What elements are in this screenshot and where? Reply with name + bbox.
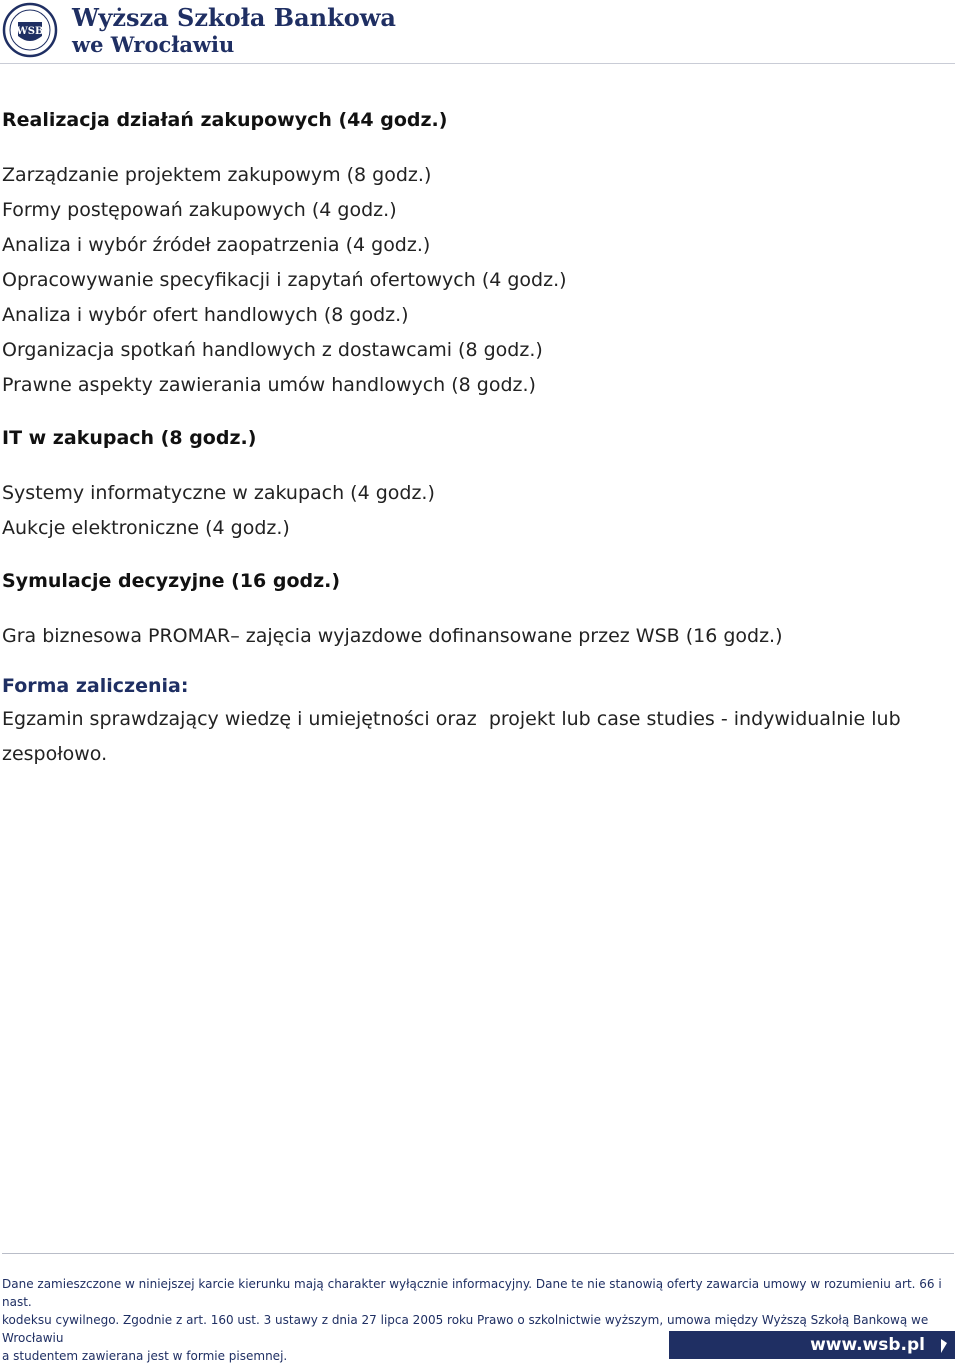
course-content	[2, 104, 952, 772]
section-heading: IT w zakupach (8 godz.)	[2, 427, 257, 449]
website-link[interactable]: www.wsb.pl	[810, 1335, 925, 1355]
footer-line: Dane zamieszczone w niniejszej karcie kierunku mają charakter wyłącznie informacyjny. Dane te nie stanowią oferty zawarcia umowy w rozumieniu art. 66 i nast.	[2, 1277, 942, 1309]
list-item: Gra biznesowa PROMAR– zajęcia wyjazdowe dofinansowane przez WSB (16 godz.)	[2, 625, 783, 647]
assessment-text-line2: zespołowo.	[2, 743, 108, 765]
school-name-line1: Wyższa Szkoła Bankowa	[72, 3, 396, 32]
footer-line: kodeksu cywilnego. Zgodnie z art. 160 ust. 3 ustawy z dnia 27 lipca 2005 roku Prawo o szkolnictwie wyższym, umowa między Wyższą Szkołą Bankową we Wrocławiu	[2, 1313, 929, 1345]
assessment-heading: Forma zaliczenia:	[2, 675, 189, 697]
wsb-seal-logo	[2, 2, 58, 58]
school-name-line2: we Wrocławiu	[72, 32, 235, 57]
svg-text:WSB: WSB	[16, 26, 44, 37]
cursor-arrow-icon	[941, 1339, 947, 1353]
section-heading: Realizacja działań zakupowych (44 godz.)	[2, 109, 448, 131]
header-divider	[0, 63, 955, 64]
list-item: Opracowywanie specyfikacji i zapytań ofertowych (4 godz.)	[2, 269, 567, 291]
list-item: Organizacja spotkań handlowych z dostawcami (8 godz.)	[2, 339, 543, 361]
list-item: Prawne aspekty zawierania umów handlowych (8 godz.)	[2, 374, 536, 396]
footer-line: a studentem zawierana jest w formie pisemnej.	[2, 1349, 288, 1363]
page-header	[0, 0, 960, 62]
list-item: Formy postępowań zakupowych (4 godz.)	[2, 199, 397, 221]
footer-url-bar[interactable]	[669, 1331, 955, 1359]
list-item: Analiza i wybór ofert handlowych (8 godz.)	[2, 304, 409, 326]
list-item: Aukcje elektroniczne (4 godz.)	[2, 517, 290, 539]
list-item: Systemy informatyczne w zakupach (4 godz.)	[2, 482, 435, 504]
school-name	[72, 4, 396, 58]
list-item: Zarządzanie projektem zakupowym (8 godz.)	[2, 164, 432, 186]
assessment-text-line1: Egzamin sprawdzający wiedzę i umiejętności oraz projekt lub case studies - indywidualnie lub	[2, 708, 901, 730]
section-heading: Symulacje decyzyjne (16 godz.)	[2, 570, 341, 592]
list-item: Analiza i wybór źródeł zaopatrzenia (4 godz.)	[2, 234, 431, 256]
footer-divider	[2, 1253, 954, 1254]
